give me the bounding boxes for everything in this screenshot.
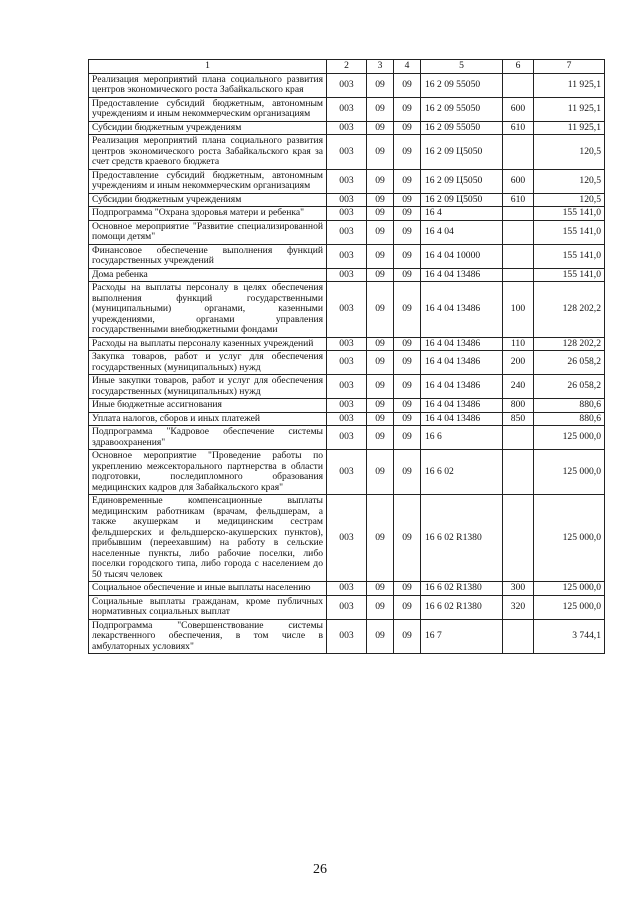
table-row xyxy=(89,375,605,399)
subchapter-cell: 09 xyxy=(394,582,421,596)
row-name-cell: Предоставление субсидий бюджетным, автономным учреждениям и иным некоммерческим организациям xyxy=(89,97,327,121)
chapter-cell: 09 xyxy=(367,268,394,282)
amount-cell: 125 000,0 xyxy=(534,582,605,596)
expense-type-cell xyxy=(503,244,534,268)
chapter-cell: 09 xyxy=(367,97,394,121)
amount-cell: 11 925,1 xyxy=(534,97,605,121)
chapter-cell: 09 xyxy=(367,450,394,495)
target-article-cell: 16 6 xyxy=(421,426,503,450)
target-article-cell: 16 4 04 xyxy=(421,220,503,244)
subchapter-cell: 09 xyxy=(394,412,421,426)
section-code-cell: 003 xyxy=(327,282,367,338)
amount-cell: 3 744,1 xyxy=(534,619,605,654)
header-cell: 7 xyxy=(534,60,605,74)
table-row xyxy=(89,399,605,413)
row-name-cell: Подпрограмма "Кадровое обеспечение системы здравоохранения" xyxy=(89,426,327,450)
expense-type-cell xyxy=(503,450,534,495)
header-cell: 3 xyxy=(367,60,394,74)
row-name-cell: Субсидии бюджетным учреждениям xyxy=(89,121,327,135)
header-cell: 5 xyxy=(421,60,503,74)
expense-type-cell xyxy=(503,135,534,170)
table-row xyxy=(89,426,605,450)
amount-cell: 155 141,0 xyxy=(534,244,605,268)
amount-cell: 125 000,0 xyxy=(534,495,605,582)
subchapter-cell: 09 xyxy=(394,495,421,582)
target-article-cell: 16 6 02 R1380 xyxy=(421,582,503,596)
target-article-cell: 16 2 09 55050 xyxy=(421,73,503,97)
row-name-cell: Иные бюджетные ассигнования xyxy=(89,399,327,413)
amount-cell: 128 202,2 xyxy=(534,282,605,338)
row-name-cell: Финансовое обеспечение выполнения функций государственных учреждений xyxy=(89,244,327,268)
table-body xyxy=(89,60,605,654)
amount-cell: 125 000,0 xyxy=(534,450,605,495)
section-code-cell: 003 xyxy=(327,351,367,375)
subchapter-cell: 09 xyxy=(394,282,421,338)
target-article-cell: 16 4 04 13486 xyxy=(421,268,503,282)
table-row xyxy=(89,97,605,121)
target-article-cell: 16 2 09 Ц5050 xyxy=(421,193,503,207)
target-article-cell: 16 2 09 55050 xyxy=(421,97,503,121)
amount-cell: 125 000,0 xyxy=(534,595,605,619)
section-code-cell: 003 xyxy=(327,595,367,619)
row-name-cell: Единовременные компенсационные выплаты медицинским работникам (врачам, фельдшерам, а также акушеркам и медицинским сестрам фельдшерских и фельдшерско-акушерских пунктов), прибывшим (переехавшим) на работу в сельские населенные пункты, либо рабочие поселки, либо поселки городского типа, либо города с населением до 50 тысяч человек xyxy=(89,495,327,582)
expense-type-cell: 300 xyxy=(503,582,534,596)
section-code-cell: 003 xyxy=(327,207,367,221)
target-article-cell: 16 2 09 Ц5050 xyxy=(421,135,503,170)
amount-cell: 880,6 xyxy=(534,412,605,426)
chapter-cell: 09 xyxy=(367,595,394,619)
expense-type-cell xyxy=(503,495,534,582)
row-name-cell: Расходы на выплаты персоналу казенных учреждений xyxy=(89,337,327,351)
chapter-cell: 09 xyxy=(367,582,394,596)
target-article-cell: 16 4 04 13486 xyxy=(421,282,503,338)
row-name-cell: Подпрограмма "Совершенствование системы лекарственного обеспечения, в том числе в амбулаторных условиях" xyxy=(89,619,327,654)
header-cell: 4 xyxy=(394,60,421,74)
table-row xyxy=(89,244,605,268)
amount-cell: 155 141,0 xyxy=(534,207,605,221)
table-row xyxy=(89,282,605,338)
header-cell: 6 xyxy=(503,60,534,74)
target-article-cell: 16 2 09 Ц5050 xyxy=(421,169,503,193)
amount-cell: 880,6 xyxy=(534,399,605,413)
section-code-cell: 003 xyxy=(327,619,367,654)
subchapter-cell: 09 xyxy=(394,351,421,375)
subchapter-cell: 09 xyxy=(394,220,421,244)
amount-cell: 26 058,2 xyxy=(534,375,605,399)
expense-type-cell: 610 xyxy=(503,193,534,207)
section-code-cell: 003 xyxy=(327,220,367,244)
row-name-cell: Расходы на выплаты персоналу в целях обеспечения выполнения функций государственными (муниципальными) органами, казенными учреждениями, органами управления государственными внебюджетными фондами xyxy=(89,282,327,338)
subchapter-cell: 09 xyxy=(394,121,421,135)
subchapter-cell: 09 xyxy=(394,169,421,193)
row-name-cell: Предоставление субсидий бюджетным, автономным учреждениям и иным некоммерческим организациям xyxy=(89,169,327,193)
row-name-cell: Закупка товаров, работ и услуг для обеспечения государственных (муниципальных) нужд xyxy=(89,351,327,375)
row-name-cell: Дома ребенка xyxy=(89,268,327,282)
table-row xyxy=(89,220,605,244)
amount-cell: 120,5 xyxy=(534,193,605,207)
target-article-cell: 16 4 04 13486 xyxy=(421,337,503,351)
expense-type-cell: 800 xyxy=(503,399,534,413)
table-row xyxy=(89,73,605,97)
subchapter-cell: 09 xyxy=(394,595,421,619)
target-article-cell: 16 4 xyxy=(421,207,503,221)
expense-type-cell xyxy=(503,220,534,244)
chapter-cell: 09 xyxy=(367,207,394,221)
target-article-cell: 16 2 09 55050 xyxy=(421,121,503,135)
row-name-cell: Социальные выплаты гражданам, кроме публичных нормативных социальных выплат xyxy=(89,595,327,619)
table-row xyxy=(89,207,605,221)
expense-type-cell xyxy=(503,207,534,221)
expense-type-cell: 240 xyxy=(503,375,534,399)
chapter-cell: 09 xyxy=(367,244,394,268)
expense-type-cell: 100 xyxy=(503,282,534,338)
amount-cell: 128 202,2 xyxy=(534,337,605,351)
expense-type-cell: 320 xyxy=(503,595,534,619)
target-article-cell: 16 4 04 13486 xyxy=(421,375,503,399)
amount-cell: 26 058,2 xyxy=(534,351,605,375)
subchapter-cell: 09 xyxy=(394,399,421,413)
row-name-cell: Уплата налогов, сборов и иных платежей xyxy=(89,412,327,426)
target-article-cell: 16 6 02 R1380 xyxy=(421,495,503,582)
target-article-cell: 16 6 02 xyxy=(421,450,503,495)
row-name-cell: Социальное обеспечение и иные выплаты населению xyxy=(89,582,327,596)
expense-type-cell: 200 xyxy=(503,351,534,375)
expense-type-cell: 600 xyxy=(503,97,534,121)
chapter-cell: 09 xyxy=(367,169,394,193)
table-row xyxy=(89,450,605,495)
page-number: 26 xyxy=(313,862,327,877)
chapter-cell: 09 xyxy=(367,135,394,170)
table-row xyxy=(89,268,605,282)
expense-type-cell: 610 xyxy=(503,121,534,135)
expense-type-cell: 110 xyxy=(503,337,534,351)
section-code-cell: 003 xyxy=(327,135,367,170)
chapter-cell: 09 xyxy=(367,495,394,582)
table-row xyxy=(89,619,605,654)
section-code-cell: 003 xyxy=(327,169,367,193)
subchapter-cell: 09 xyxy=(394,73,421,97)
subchapter-cell: 09 xyxy=(394,135,421,170)
expense-type-cell: 600 xyxy=(503,169,534,193)
row-name-cell: Реализация мероприятий плана социального развития центров экономического роста Забайкальского края за счет средств краевого бюджета xyxy=(89,135,327,170)
amount-cell: 120,5 xyxy=(534,135,605,170)
chapter-cell: 09 xyxy=(367,412,394,426)
table-row xyxy=(89,169,605,193)
chapter-cell: 09 xyxy=(367,220,394,244)
header-row xyxy=(89,60,605,74)
table-row xyxy=(89,582,605,596)
expense-type-cell xyxy=(503,619,534,654)
subchapter-cell: 09 xyxy=(394,207,421,221)
chapter-cell: 09 xyxy=(367,121,394,135)
expense-type-cell xyxy=(503,268,534,282)
section-code-cell: 003 xyxy=(327,268,367,282)
chapter-cell: 09 xyxy=(367,282,394,338)
table-row xyxy=(89,595,605,619)
chapter-cell: 09 xyxy=(367,73,394,97)
target-article-cell: 16 4 04 13486 xyxy=(421,412,503,426)
chapter-cell: 09 xyxy=(367,193,394,207)
chapter-cell: 09 xyxy=(367,619,394,654)
expense-type-cell xyxy=(503,73,534,97)
target-article-cell: 16 6 02 R1380 xyxy=(421,595,503,619)
amount-cell: 120,5 xyxy=(534,169,605,193)
target-article-cell: 16 7 xyxy=(421,619,503,654)
row-name-cell: Субсидии бюджетным учреждениям xyxy=(89,193,327,207)
subchapter-cell: 09 xyxy=(394,375,421,399)
amount-cell: 11 925,1 xyxy=(534,121,605,135)
subchapter-cell: 09 xyxy=(394,337,421,351)
amount-cell: 11 925,1 xyxy=(534,73,605,97)
chapter-cell: 09 xyxy=(367,351,394,375)
table-row xyxy=(89,495,605,582)
amount-cell: 125 000,0 xyxy=(534,426,605,450)
subchapter-cell: 09 xyxy=(394,97,421,121)
table-row xyxy=(89,351,605,375)
amount-cell: 155 141,0 xyxy=(534,268,605,282)
subchapter-cell: 09 xyxy=(394,268,421,282)
section-code-cell: 003 xyxy=(327,426,367,450)
subchapter-cell: 09 xyxy=(394,619,421,654)
amount-cell: 155 141,0 xyxy=(534,220,605,244)
section-code-cell: 003 xyxy=(327,337,367,351)
row-name-cell: Иные закупки товаров, работ и услуг для обеспечения государственных (муниципальных) нужд xyxy=(89,375,327,399)
header-cell: 2 xyxy=(327,60,367,74)
chapter-cell: 09 xyxy=(367,399,394,413)
table-row xyxy=(89,121,605,135)
section-code-cell: 003 xyxy=(327,495,367,582)
header-cell: 1 xyxy=(89,60,327,74)
subchapter-cell: 09 xyxy=(394,426,421,450)
section-code-cell: 003 xyxy=(327,97,367,121)
row-name-cell: Подпрограмма "Охрана здоровья матери и ребенка" xyxy=(89,207,327,221)
row-name-cell: Реализация мероприятий плана социального развития центров экономического роста Забайкальского края xyxy=(89,73,327,97)
section-code-cell: 003 xyxy=(327,450,367,495)
subchapter-cell: 09 xyxy=(394,193,421,207)
chapter-cell: 09 xyxy=(367,375,394,399)
expense-type-cell: 850 xyxy=(503,412,534,426)
target-article-cell: 16 4 04 13486 xyxy=(421,399,503,413)
chapter-cell: 09 xyxy=(367,426,394,450)
section-code-cell: 003 xyxy=(327,121,367,135)
table-row xyxy=(89,412,605,426)
section-code-cell: 003 xyxy=(327,582,367,596)
expense-type-cell xyxy=(503,426,534,450)
section-code-cell: 003 xyxy=(327,412,367,426)
section-code-cell: 003 xyxy=(327,193,367,207)
table-row xyxy=(89,135,605,170)
chapter-cell: 09 xyxy=(367,337,394,351)
section-code-cell: 003 xyxy=(327,244,367,268)
section-code-cell: 003 xyxy=(327,399,367,413)
subchapter-cell: 09 xyxy=(394,244,421,268)
row-name-cell: Основное мероприятие "Развитие специализированной помощи детям" xyxy=(89,220,327,244)
subchapter-cell: 09 xyxy=(394,450,421,495)
table-row xyxy=(89,337,605,351)
table-row xyxy=(89,193,605,207)
budget-table xyxy=(88,59,605,654)
target-article-cell: 16 4 04 13486 xyxy=(421,351,503,375)
section-code-cell: 003 xyxy=(327,73,367,97)
target-article-cell: 16 4 04 10000 xyxy=(421,244,503,268)
row-name-cell: Основное мероприятие "Проведение работы по укреплению межсекторального партнерства в области подготовки, последипломного образования медицинских кадров для Забайкальского края" xyxy=(89,450,327,495)
section-code-cell: 003 xyxy=(327,375,367,399)
